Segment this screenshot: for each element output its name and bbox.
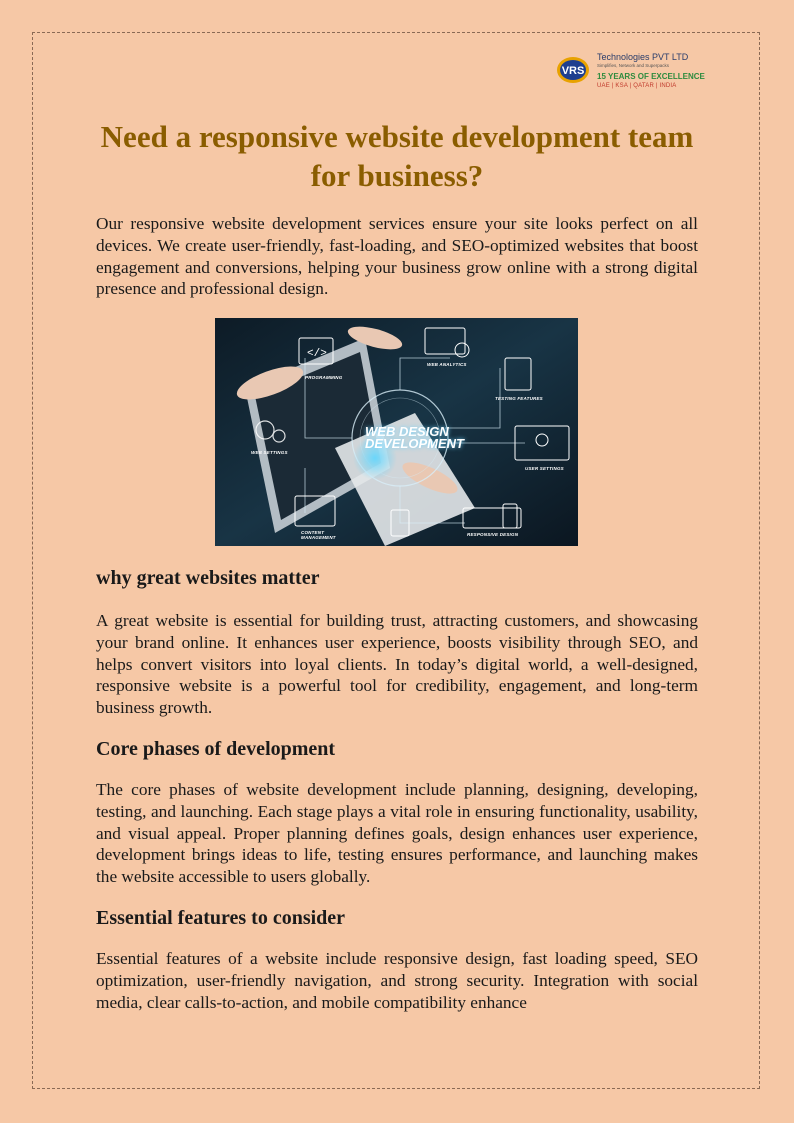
svg-text:</>: </> [307,348,327,360]
hero-headline [365,426,464,450]
logo-tagline: Simplifies, Network and Superpacks [597,63,670,68]
logo-company: Technologies PVT LTD [597,52,689,62]
section-heading-features: Essential features to consider [96,907,346,929]
hero-label-content: CONTENT MANAGEMENT [301,530,336,540]
section-body-phases: The core phases of website development include planning, designing, developing, testing, and launching. Each stage plays a vital role in ensuring functionality, usability, and visual appeal. Proper planning defines goals, design enhances user experience, development brings ideas to life, testing ensures performance, and launching makes the website accessible to users globally. [96,780,698,887]
intro-paragraph: Our responsive website development services ensure your site looks perfect on all devices. We create user-friendly, fast-loading, and SEO-optimized websites that boost engagement and conversions, helping your business grow online with a strong digital presence and professional design. [96,214,698,299]
logo-mark-text: VRS [561,65,585,77]
logo-years: 15 YEARS OF EXCELLENCE [597,72,705,81]
hero-headline-line1: WEB DESIGN [365,424,449,439]
vrs-logo-icon [555,52,595,88]
hero-headline-line2: DEVELOPMENT [365,436,464,451]
page-title: Need a responsive website development team for business? [100,119,694,193]
section-heading-why: why great websites matter [96,567,320,589]
section-body-features: Essential features of a website include responsive design, fast loading speed, SEO optimization, user-friendly navigation, and strong security. Integration with social media, clear calls-to-action, and mobile compatibility enhance [96,949,698,1012]
logo-regions: UAE | KSA | QATAR | INDIA [597,83,677,89]
hero-label-user: USER SETTINGS [525,466,564,471]
company-logo[interactable] [555,50,715,94]
hero-image [215,318,578,546]
hero-label-coding: PROGRAMMING [305,375,343,380]
hero-label-responsive: RESPONSIVE DESIGN [467,532,519,537]
hero-label-settings: WEB SETTINGS [251,450,288,455]
hero-label-analytics: WEB ANALYTICS [427,362,467,367]
section-body-why: A great website is essential for building trust, attracting customers, and showcasing your brand online. It enhances user experience, boosts visibility through SEO, and helps convert visitors into loyal clients. In today’s digital world, a well-designed, responsive website is a powerful tool for credibility, engagement, and long-term business growth. [96,611,698,718]
section-heading-phases: Core phases of development [96,738,336,760]
hero-label-testing: TESTING FEATURES [495,396,543,401]
